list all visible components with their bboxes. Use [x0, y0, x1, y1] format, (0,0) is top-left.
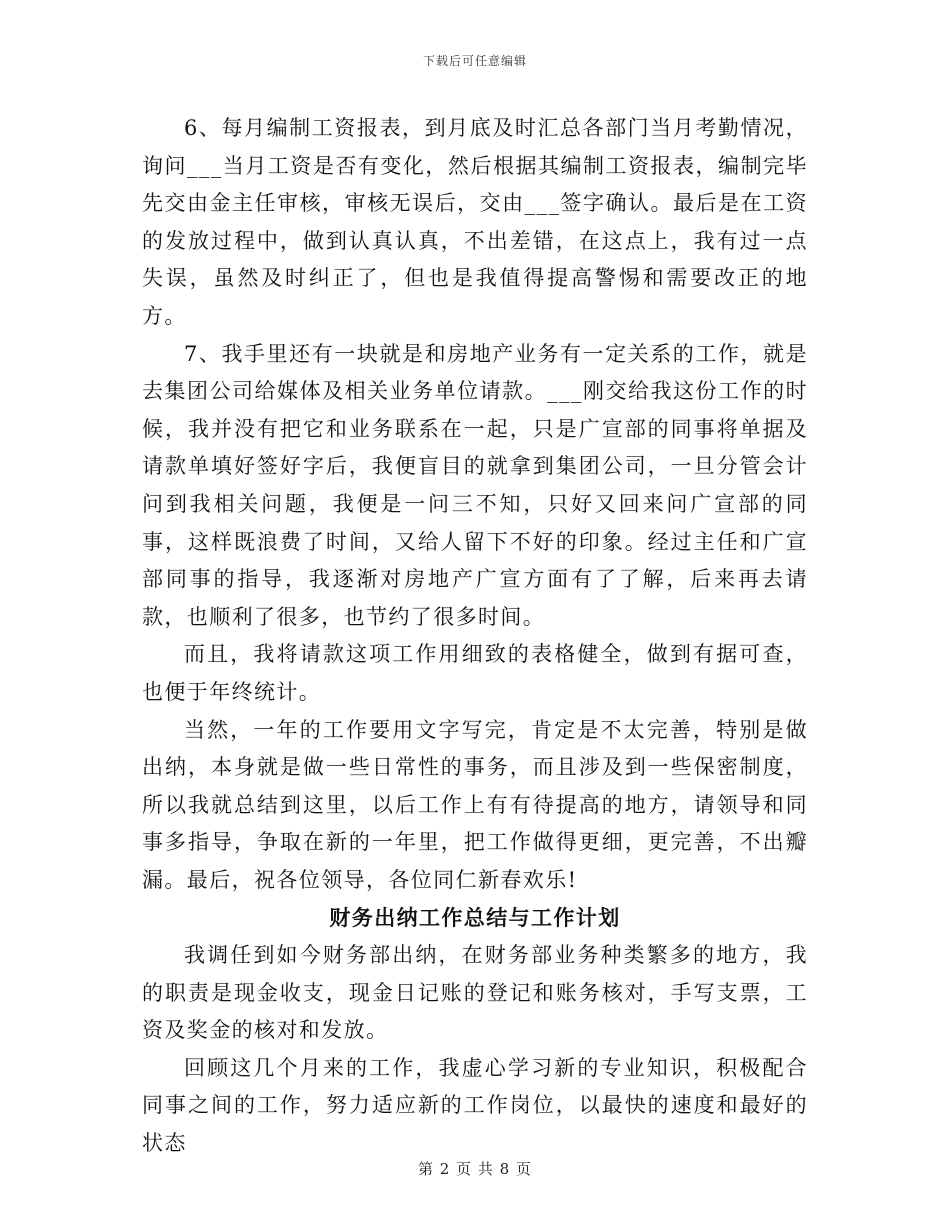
paragraph-item-7: 7、我手里还有一块就是和房地产业务有一定关系的工作，就是去集团公司给媒体及相关业务单位请款。___刚交给我这份工作的时候，我并没有把它和业务联系在一起，只是广宣部的同事将单据及请款单填好签好字后，我便盲目的就拿到集团公司，一旦分管会计问到我相关问题，我便是一问三不知，只好又回来问广宣部的同事，这样既浪费了时间，又给人留下不好的印象。经过主任和广宣部同事的指导，我逐渐对房地产广宣方面有了了解，后来再去请款，也顺利了很多，也节约了很多时间。	[142, 341, 808, 629]
paragraph-item-6: 6、每月编制工资报表，到月底及时汇总各部门当月考勤情况，询问___当月工资是否有变化，然后根据其编制工资报表，编制完毕先交由金主任审核，审核无误后，交由___签字确认。最后是在工资的发放过程中，做到认真认真，不出差错，在这点上，我有过一点失误，虽然及时纠正了，但也是我值得提高警惕和需要改正的地方。	[142, 116, 808, 328]
paragraph-intro: 我调任到如今财务部出纳，在财务部业务种类繁多的地方，我的职责是现金收支，现金日记账的登记和账务核对，手写支票，工资及奖金的核对和发放。	[142, 943, 808, 1043]
document-body	[142, 110, 808, 1163]
page-footer: 第 2 页 共 8 页	[418, 1160, 532, 1178]
paragraph-review: 回顾这几个月来的工作，我虚心学习新的专业知识，积极配合同事之间的工作，努力适应新的工作岗位，以最快的速度和最好的状态	[142, 1055, 808, 1156]
section-title: 财务出纳工作总结与工作计划	[329, 905, 621, 931]
paragraph-request-table: 而且，我将请款这项工作用细致的表格健全，做到有据可查，也便于年终统计。	[142, 642, 808, 704]
paragraph-closing: 当然，一年的工作要用文字写完，肯定是不太完善，特别是做出纳，本身就是做一些日常性的事务，而且涉及到一些保密制度，所以我就总结到这里，以后工作上有有待提高的地方，请领导和同事多指导，争取在新的一年里，把工作做得更细，更完善，不出瓣漏。最后，祝各位领导，各位同仁新春欢乐!	[142, 717, 808, 892]
page-header: 下载后可任意编辑	[422, 54, 527, 68]
